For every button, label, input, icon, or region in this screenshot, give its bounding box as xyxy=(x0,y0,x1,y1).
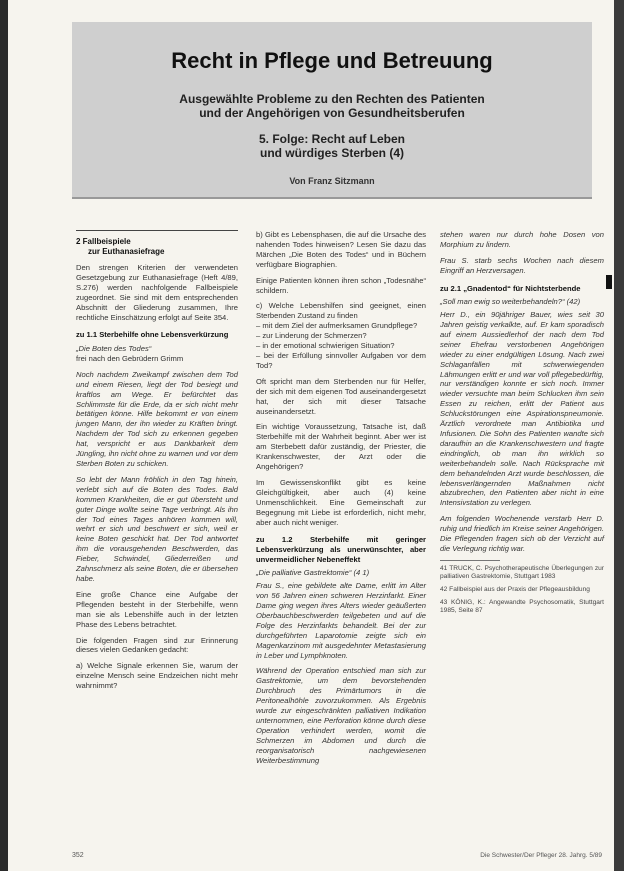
folge-line-1: 5. Folge: Recht auf Leben xyxy=(258,132,405,146)
question-a: a) Welche Signale erkennen Sie, warum der einzelne Mensch seine Endzeichen nicht mehr wahrnimmt? xyxy=(76,661,238,691)
quote-source: frei nach den Gebrüdern Grimm xyxy=(76,353,184,363)
heading-line-1: 2 Fallbeispiele xyxy=(76,237,131,246)
body-paragraph: Eine große Chance eine Aufgabe der Pflegenden besteht in der Sterbehilfe, wenn man sie als Lebenshilfe auch in der letzten Phase des Lebens betrachtet. xyxy=(76,589,238,629)
body-paragraph: Die folgenden Fragen sind zur Erinnerung dieses vielen Gedanken gedacht: xyxy=(76,635,238,655)
quote-title: „Die Boten des Todes“ xyxy=(76,344,152,354)
heading-line-2: zur Euthanasiefrage xyxy=(88,247,165,256)
question-b: b) Gibt es Lebensphasen, die auf die Ursache des nahenden Todes hinweisen? Lesen Sie dazu das Märchen „Die Boten des Todes“ und in Büchern verfügbare Biographien. xyxy=(256,230,426,269)
case-paragraph-2: Am folgenden Wochenende verstarb Herr D. ruhig und friedlich im Kreise seiner Angehörigen. Die Pflegenden fragen sich ob der Verzicht auf die Verlegung richtig war. xyxy=(440,514,604,553)
quote-title: „Die palliative Gastrektomie“ (4 1) xyxy=(256,568,370,578)
column-2 xyxy=(256,230,426,771)
footnote-41: 41 TRUCK, C. Psychotherapeutische Überlegungen zur palliativen Gastrektomie, Stuttgart 1983 xyxy=(440,564,604,581)
question-c: c) Welche Lebenshilfen sind geeignet, einen Sterbenden Zustand zu finden xyxy=(256,301,426,321)
footnote-43: 43 KÖNIG, K.: Angewandte Psychosomatik, Stuttgart 1985, Seite 87 xyxy=(440,598,604,615)
list-item: – bei der Erfüllung sinnvoller Aufgaben vor dem Tod? xyxy=(256,350,426,370)
subsection-heading-1-2: zu 1.2 Sterbehilfe mit geringer Lebensverkürzung als unerwünschter, aber unvermeidlicher Nebeneffekt xyxy=(256,535,426,564)
section-heading xyxy=(76,237,238,257)
intro-paragraph: Den strengen Kriterien der verwendeten Gesetzgebung zur Euthanasiefrage (Heft 4/89, S.276) werden nachfolgende Fallbeispiele zugeordnet. Sie sind mit dem entsprechenden Abschnitt der Gliederung zusammen, Ihre rechtliche Einschätzung erfolgt auf Seite 354. xyxy=(76,263,238,322)
body-paragraph: Oft spricht man dem Sterbenden nur für Helfer, der sich mit dem eigenen Tod auseinandergesetzt hat, der sich mit dieser Tatsache auseinandersetzt. xyxy=(256,376,426,416)
case-paragraph-1: Herr D., ein 90jähriger Bauer, wies seit 30 Jahren geistig verkalkte, auf. Er kam sporadisch auf einem Aussiedlerhof der nach dem Tod seiner Ehefrau verstorbenen Angehörigen wieder zu einer endgültigen Lösung. Nach zwei Schlaganfällen mit schwerwiegenden Lähmungen erlitt er und war voll pflegebedürftig, nur verständigen konnte er sich noch. Immer wieder versuchte man beim Schlucken ihm sein Essen zu reichen, erlitt der Patient aus Schluckstörungen eine Aspirationspneumonie. Ärztlich verordnete man Antibiotika und Infusionen. Die Sohn des Patienten wandte sich daraufhin an die Krankenschwestern und fragte eindringlich, ob man ihn wirklich so weiterbehandeln solle. Nach Rücksprache mit dem behandelnden Arzt wurde beschlossen, die lebensverlängernden Maßnahmen nicht abzubrechen, den Patienten aber nicht in eine Intensivstation zu verlegen. xyxy=(440,310,604,508)
journal-footer: Die Schwester/Der Pfleger 28. Jahrg. 5/89 xyxy=(480,852,602,859)
article-subtitle xyxy=(132,92,532,120)
list-item: – in der emotional schwierigen Situation? xyxy=(256,341,395,351)
author-byline: Von Franz Sitzmann xyxy=(289,176,375,186)
footnote-42: 42 Fallbeispiel aus der Praxis der Pflegeausbildung xyxy=(440,586,590,594)
body-paragraph: Ein wichtige Voraussetzung, Tatsache ist, daß Sterbehilfe mit der Wahrheit beginnt. Aber wer ist am Sterbebett dafür zuständig, der Priester, die Krankenschwester, der Arzt oder die Angehörigen? xyxy=(256,422,426,472)
list-item: – mit dem Ziel der aufmerksamen Grundpflege? xyxy=(256,321,418,331)
column-1 xyxy=(76,230,238,697)
body-paragraph: Einige Patienten können ihren schon „Todesnähe“ schildern. xyxy=(256,275,426,295)
folge-line-2: und würdiges Sterben (4) xyxy=(259,146,404,160)
page-tab-mark xyxy=(606,275,612,289)
page-number: 352 xyxy=(72,852,84,859)
subtitle-line-1: Ausgewählte Probleme zu den Rechten des Patienten xyxy=(179,92,485,106)
section-2-block xyxy=(76,230,238,257)
case-paragraph-1: Frau S., eine gebildete alte Dame, erlitt im Alter von 56 Jahren einen schweren Herzinfarkt. Einer Dame ging wegen ihres Alters wieder geäußerten Oberbauchbeschwerden teilgebeten und auf die Folge des Herzinfarkts behandelt. Bei der zur durchgeführten Laparotomie zeigte sich ein Magenkarzinom mit ausgedehnter Metastasierung in Leber und Lymphknoten. xyxy=(256,581,426,660)
case-continuation: stehen waren nur durch hohe Dosen von Morphium zu lindern. xyxy=(440,230,604,249)
subsection-heading-2-1: zu 2.1 „Gnadentod“ für Nichtsterbende xyxy=(440,283,581,293)
case-outcome: Frau S. starb sechs Wochen nach diesem Eingriff an Herzversagen. xyxy=(440,255,604,275)
footnote-divider xyxy=(440,560,500,561)
subsection-heading-1-1: zu 1.1 Sterbehilfe ohne Lebensverkürzung xyxy=(76,330,229,340)
article-title: Recht in Pflege und Betreuung xyxy=(171,48,493,73)
column-3 xyxy=(440,230,604,616)
list-item: – zur Linderung der Schmerzen? xyxy=(256,331,367,341)
case-paragraph-2: Während der Operation entschied man sich zur Gastrektomie, um dem bevorstehenden Durchbruch des Primärtumors in die Peritonealhöhle zuvorzukommen. Als Ergebnis wurde zur eingeschränkten palliativen Indikation unternommen, eine Perforation könne durch diese Operation verhindert werden, womit die Schmerzen im Abdomen und durch die reorganisatorisch nachgewiesenen Weiterbestimmung xyxy=(256,666,426,765)
article-header xyxy=(72,22,592,199)
story-paragraph-2: So lebt der Mann fröhlich in den Tag hinein, verlebt sich auf die Boten des Todes. Bald kommen Krankheiten, die er gut übersteht und guter Dinge wollte seine Tage verbringt. Als ihn der Tod eines Tages anhören kommen will, wehrt er sich und beschwert er sich, weil er keine Boten geschickt hat. Der Tod antwortet ihm die vorausgehenden Beschwerden, das Fieber, Schwindel, Gliederreißen und Zahnschmerz als seine Boten, die er übersehen habe. xyxy=(76,474,238,583)
quote-title: „Soll man ewig so weiterbehandeln?“ (42) xyxy=(440,297,581,307)
story-paragraph-1: Noch nachdem Zweikampf zwischen dem Tod und einem Riesen, liegt der Tod besiegt und kraftlos am Wege. Er befürchtet das Schlimmste für die Erde, da er sich nicht mehr betätigen könne. Hilfe bekommt er von einem jungen Mann, der ihn wieder zu Kräften bringt. Nachdem der Tod sich zu erkennen gegeben hat, verspricht er aus Dankbarkeit dem Jüngling, ihn nicht ohne zu warnen und vor dem Sterben Boten zu schicken. xyxy=(76,369,238,468)
scan-edge-right xyxy=(614,0,624,871)
scan-edge-left xyxy=(0,0,8,871)
series-part-title xyxy=(132,132,532,160)
body-paragraph: Im Gewissenskonflikt gibt es keine Gleichgültigkeit, aber auch (4) keine Unmenschlichkeit. Eine Gemeinschaft zur Begegnung mit Liebe ist erforderlich, nicht mehr, aber auch nicht weniger. xyxy=(256,477,426,527)
subtitle-line-2: und der Angehörigen von Gesundheitsberufen xyxy=(199,106,465,120)
